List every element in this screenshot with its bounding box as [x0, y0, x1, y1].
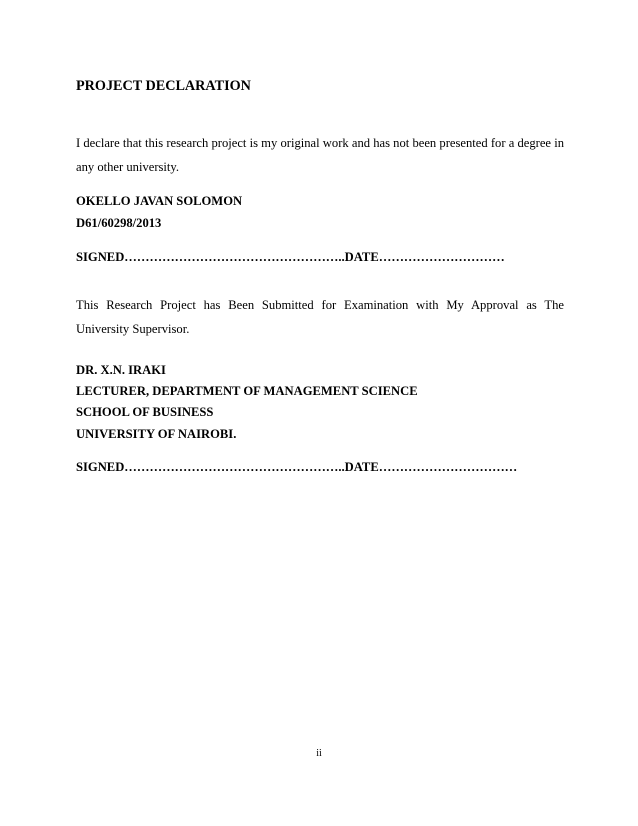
- declaration-statement: I declare that this research project is my original work and has not been presented for a degree in any other university.: [76, 136, 564, 174]
- student-name: OKELLO JAVAN SOLOMON: [76, 194, 243, 208]
- supervisor-signature-line: SIGNED……………………………………………..DATE……………………………: [76, 460, 518, 474]
- registration-number: D61/60298/2013: [76, 216, 162, 230]
- approval-statement: This Research Project has Been Submitted for Examination with My Approval as The University Supervisor.: [76, 298, 564, 336]
- page-number: ii: [316, 748, 322, 759]
- page-title: PROJECT DECLARATION: [76, 78, 251, 94]
- supervisor-title: LECTURER, DEPARTMENT OF MANAGEMENT SCIENCE: [76, 384, 418, 398]
- student-signature-line: SIGNED……………………………………………..DATE…………………………: [76, 250, 505, 264]
- university-name: UNIVERSITY OF NAIROBI.: [76, 427, 237, 441]
- supervisor-name: DR. X.N. IRAKI: [76, 363, 166, 377]
- school-name: SCHOOL OF BUSINESS: [76, 405, 214, 419]
